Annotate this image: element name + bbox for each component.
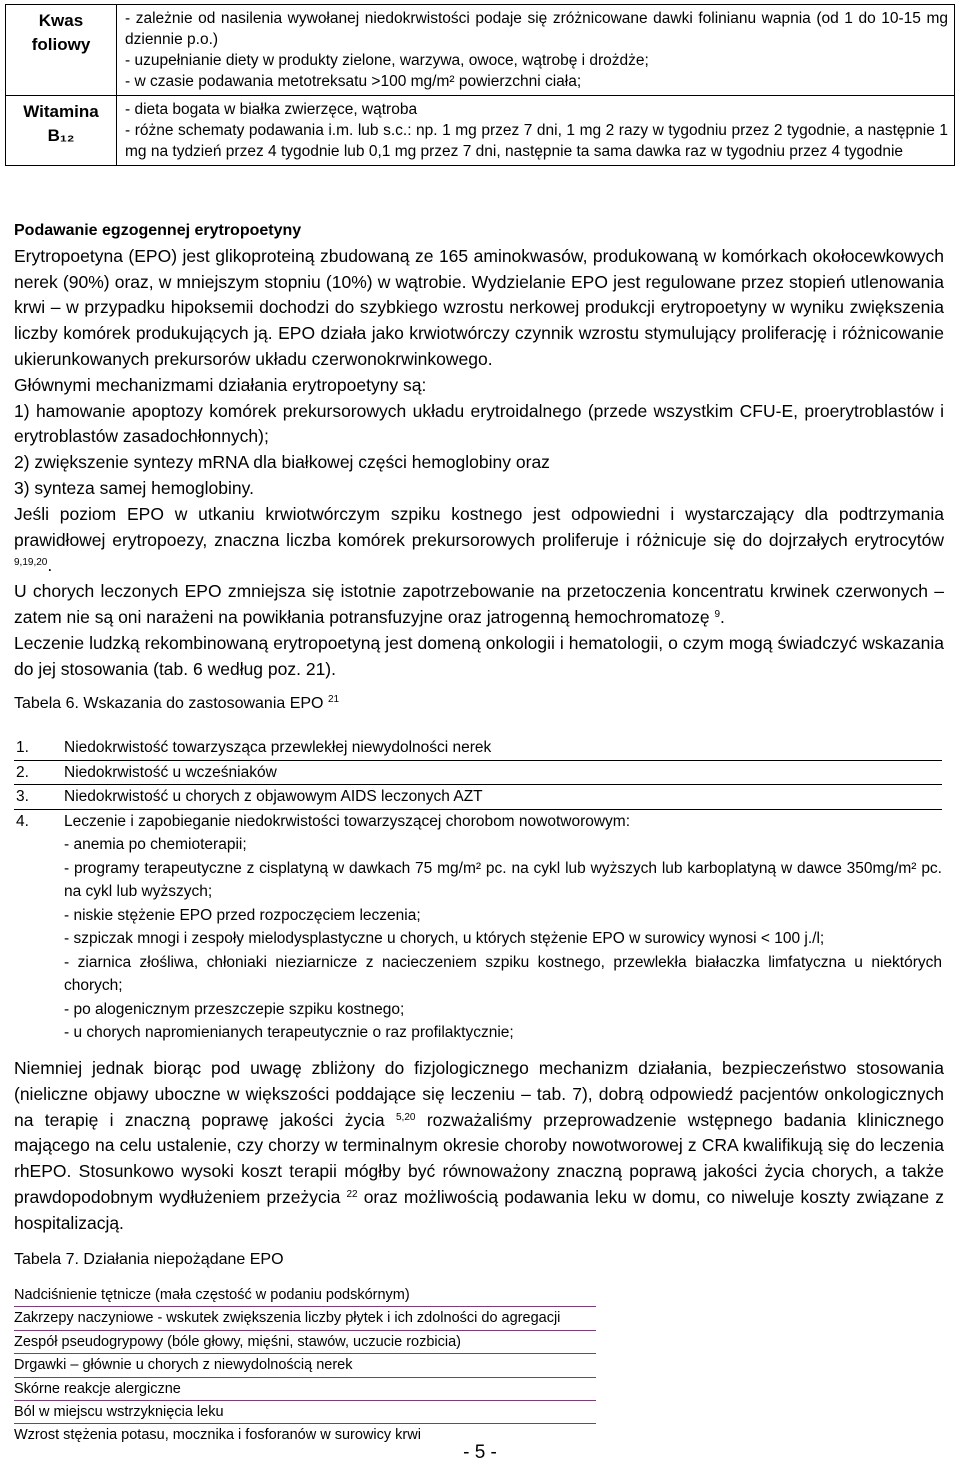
paragraph: Niemniej jednak biorąc pod uwagę zbliżony do fizjologicznego mechanizm działania, bezpieczeństwo stosowania (nieliczne objawy uboczne w większości poddające się leczeniu – tab. 7), dobrą odpowiedź pacjentów onkologicznych na terapię i znaczną poprawę jakości życia $^{5,20}$ rozważaliśmy przeprowadzenie wstępnego badania klinicznego mającego na celu ustalenie, czy chorzy w terminalnym okresie choroby nowotworowej z CRA kwalifikują się do leczenia rhEPO. Stosunkowo wysoki koszt terapii mógłby być równoważony znaczną poprawą jakości życia chorych, a także prawdopodobnym wydłużeniem przeżycia $^{22}$ oraz możliwością podawania leku w domu, co niweluje koszty związane z hospitalizacją. — [14, 1058, 944, 1233]
paragraph: Erytropoetyna (EPO) jest glikoproteiną zbudowaną ze 165 aminokwasów, produkowaną w komórkach okołocewkowych nerek (90%) oraz, w mniejszym stopniu (10%) w wątrobie. Wydzielanie EPO jest regulowane przez stopień utlenowania krwi – w przypadku hipoksemii dochodzi do szybkiego wzrostu nerkowej produkcji erytropoetyny w wyniku zwiększenia liczby komórek produkujących ją. EPO działa jako krwiotwórczy czynnik wzrostu stymulujący proliferację i różnicowanie ukierunkowanych prekursorów układu czerwonokrwinkowego. — [14, 245, 944, 369]
list-item: 3) synteza samej hemoglobiny. — [14, 477, 254, 498]
table-row: 2. Niedokrwistość u wcześniaków — [14, 760, 942, 785]
adverse-effects-table — [14, 1284, 596, 1447]
indications-table — [14, 736, 942, 1045]
supplement-table — [5, 4, 955, 166]
row-label: Witamina B₁₂ — [6, 96, 117, 166]
table7-caption: Tabela 7. Działania niepożądane EPO — [14, 1251, 284, 1268]
page-number: - 5 - — [463, 1442, 497, 1463]
table6-caption: Tabela 6. Wskazania do zastosowania EPO $^{21}$ — [14, 694, 340, 712]
table-row: Ból w miejscu wstrzyknięcia leku — [14, 1401, 596, 1424]
paragraph: U chorych leczonych EPO zmniejsza się istotnie zapotrzebowanie na przetoczenia koncentratu krwinek czerwonych – zatem nie są oni narażeni na powikłania potransfuzyjne oraz jatrogenną hemochromatozę $^9$. — [14, 581, 944, 627]
table-row: Zespół pseudogrypowy (bóle głowy, mięśni, stawów, uczucie rozbicia) — [14, 1331, 596, 1354]
row-label: Kwas foliowy — [6, 5, 117, 96]
paragraph: Głównymi mechanizmami działania erytropoetyny są: — [14, 374, 427, 395]
row-text: - zależnie od nasilenia wywołanej niedokrwistości podaje się zróżnicowane dawki folinianu wapnia (od 1 do 10-15 mg dziennie p.o.) - uzupełnianie diety w produkty zielone, warzywa, owoce, wątrobę i drożdże; - w czasie podawania metotreksatu >100 mg/m² powierzchni ciała; — [117, 5, 955, 96]
citation: 9 — [714, 608, 720, 620]
citation: 5,20 — [395, 1111, 416, 1123]
table-row: 1. Niedokrwistość towarzysząca przewlekłej niewydolności nerek — [14, 736, 942, 760]
citation: 9,19,20 — [14, 557, 48, 569]
citation: 21 — [327, 694, 340, 705]
table-row — [6, 5, 955, 96]
table-row: Wzrost stężenia potasu, mocznika i fosforanów w surowicy krwi — [14, 1427, 421, 1444]
list-item: 2) zwiększenie syntezy mRNA dla białkowej części hemoglobiny oraz — [14, 452, 550, 473]
table-row: 4. Leczenie i zapobieganie niedokrwistości towarzyszącej chorobom nowotworowym: - anemia po chemioterapii; - programy terapeutyczne z cisplatyną w dawkach 75 mg/m² pc. na cykl lub wyższych lub karboplatyną w dawce 350mg/m² pc. na cykl lub wyższych; - niskie stężenie EPO przed rozpoczęciem leczenia; - szpiczak mnogi i zespoły mielodysplastyczne u chorych, u których stężenie EPO w surowicy wynosi < 100 j./l; - ziarnica złośliwa, chłoniaki nieziarnicze z nacieczeniem szpiku kostnego, przewlekła białaczka limfatyczna u niektórych chorych; - po alogenicznym przeszczepie szpiku kostnego; - u chorych napromienianych terapeutycznie o raz profilaktycznie; — [16, 812, 942, 1041]
table-row: Nadciśnienie tętnicze (mała częstość w podaniu podskórnym) — [14, 1284, 596, 1307]
paragraph: Leczenie ludzką rekombinowaną erytropoetyną jest domeną onkologii i hematologii, o czym mogą świadczyć wskazania do jej stosowania (tab. 6 według poz. 21). — [14, 632, 944, 679]
table-row — [6, 96, 955, 166]
section-body — [14, 218, 944, 682]
table-row: Drgawki – głównie u chorych z niewydolnością nerek — [14, 1354, 596, 1377]
list-item: 1) hamowanie apoptozy komórek prekursorowych układu erytroidalnego (przede wszystkim CFU-E, proerytroblastów i erytroblastów zasadochłonnych); — [14, 400, 944, 447]
citation: 22 — [346, 1188, 358, 1200]
paragraph: Jeśli poziom EPO w utkaniu krwiotwórczym szpiku kostnego jest odpowiedni i wystarczający dla podtrzymania prawidłowej erytropoezy, znaczna liczba komórek prekursorowych proliferuje i różnicuje się do dojrzałych erytrocytów $^{9,19,20}$. — [14, 503, 944, 576]
table-row: Zakrzepy naczyniowe - wskutek zwiększenia liczby płytek i ich zdolności do agregacji — [14, 1307, 596, 1330]
table-row: 3. Niedokrwistość u chorych z objawowym AIDS leczonych AZT — [14, 785, 942, 810]
row-text: - dieta bogata w białka zwierzęce, wątroba - różne schematy podawania i.m. lub s.c.: np. 1 mg przez 7 dni, 1 mg 2 razy w tygodniu przez 2 tygodnie, a następnie 1 mg na tydzień przez 4 tygodnie lub 0,1 mg przez 7 dni, następnie ta sama dawka raz w tygodniu przez 4 tygodnie — [117, 96, 955, 166]
section-heading: Podawanie egzogennej erytropoetyny — [14, 222, 302, 239]
table-row: Skórne reakcje alergiczne — [14, 1378, 596, 1401]
